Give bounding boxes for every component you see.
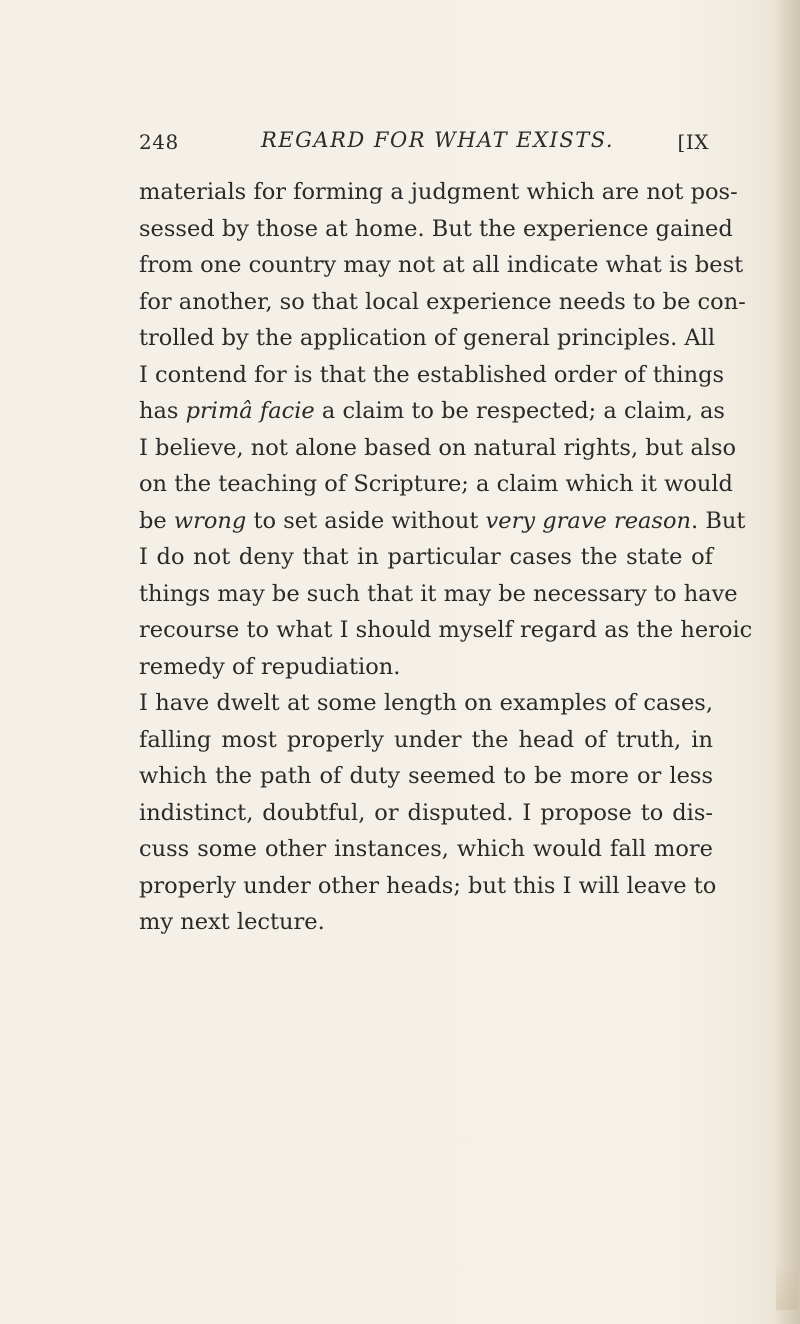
italic-phrase: wrong — [173, 507, 247, 534]
text-line: on the teaching of Scripture; a claim which it would — [139, 471, 733, 497]
page-number: 248 — [139, 130, 179, 154]
body-text — [139, 174, 753, 941]
text-line: my next lecture. — [139, 909, 325, 935]
chapter-mark: [IX — [677, 130, 709, 154]
italic-phrase: very grave reason — [485, 507, 692, 534]
running-title: REGARD FOR WHAT EXISTS. — [261, 128, 615, 152]
running-head — [139, 126, 709, 160]
italic-phrase: primâ facie — [185, 398, 315, 424]
text-run: be — [139, 507, 174, 534]
text-line — [139, 393, 725, 430]
text-run: a claim to be respected; a claim, as — [314, 398, 725, 424]
text-line — [139, 503, 746, 540]
text-line: cuss some other instances, which would fall more — [139, 836, 713, 862]
page-edge-shadow — [774, 0, 800, 1324]
text-run: has — [139, 398, 186, 424]
text-line: for another, so that local experience needs to be con- — [139, 288, 746, 315]
text-line: I believe, not alone based on natural rights, but also — [139, 434, 737, 461]
text-line: recourse to what I should myself regard as the heroic — [139, 617, 753, 643]
text-line: sessed by those at home. But the experience gained — [139, 215, 733, 242]
text-line: materials for forming a judgment which are not pos- — [139, 179, 738, 205]
text-line: remedy of repudiation. — [139, 653, 401, 680]
text-line: I contend for is that the established order of things — [139, 361, 725, 388]
text-line: properly under other heads; but this I will leave to — [139, 872, 717, 899]
text-line: indistinct, doubtful, or disputed. I propose to dis- — [139, 799, 713, 826]
paper-stain — [776, 1260, 798, 1310]
text-line: I have dwelt at some length on examples of cases, — [139, 690, 713, 716]
text-line: trolled by the application of general principles. All — [139, 325, 716, 351]
text-line: things may be such that it may be necessary to have — [139, 580, 738, 607]
text-line: which the path of duty seemed to be more or less — [139, 763, 713, 789]
text-line: I do not deny that in particular cases the state of — [139, 544, 713, 570]
text-run: . But — [691, 507, 746, 534]
text-line: from one country may not at all indicate what is best — [139, 252, 744, 278]
text-run: to set aside without — [246, 507, 486, 534]
text-line: falling most properly under the head of truth, in — [139, 726, 713, 753]
